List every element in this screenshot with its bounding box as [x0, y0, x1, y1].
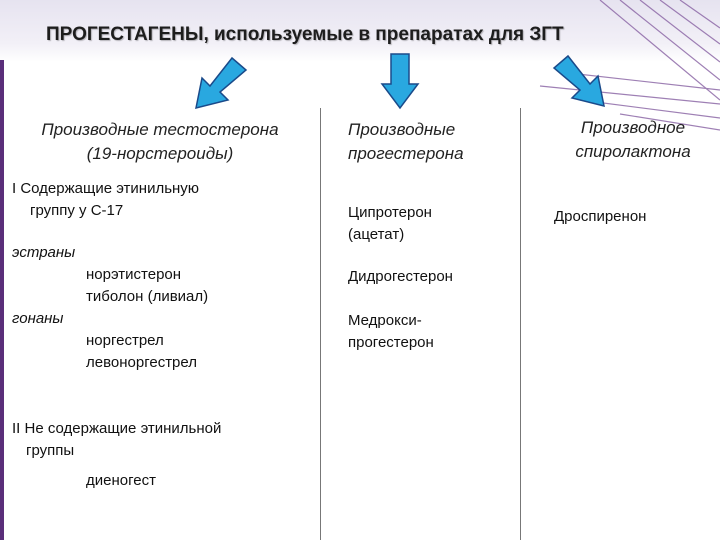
heading-line: (19-норстероиды) [86, 144, 234, 163]
list-item: (ацетат) [348, 226, 405, 243]
group1-line: I Содержащие этинильную [12, 180, 200, 197]
heading-line: Производные [348, 120, 456, 139]
estrans-list [86, 264, 208, 308]
list-item: Ципротерон [348, 204, 432, 221]
gonans-label: гонаны [12, 310, 64, 327]
estrans-label: эстраны [12, 244, 76, 261]
group2-list [86, 470, 156, 492]
gonans-list [86, 330, 197, 374]
col2-item-medroxyprogesterone [348, 310, 434, 354]
arrow-left-icon [188, 56, 252, 112]
list-item: норэтистерон [86, 266, 182, 283]
heading-line: прогестерона [348, 144, 464, 163]
slide-title: ПРОГЕСТАГЕНЫ, используемые в препаратах для ЗГТ [46, 24, 564, 45]
list-item: диеногест [86, 472, 156, 489]
arrow-right-icon [548, 54, 612, 110]
col2-item-cyproterone [348, 202, 432, 246]
column-divider-1 [320, 108, 321, 540]
list-item: прогестерон [348, 334, 434, 351]
group2-line: II Не содержащие этинильной [12, 420, 222, 437]
column-heading-testosterone [6, 118, 314, 166]
list-item: Медрокси- [348, 312, 422, 329]
column-divider-2 [520, 108, 521, 540]
group1-heading [12, 178, 199, 222]
group2-line: группы [26, 442, 75, 459]
col2-item-dydrogesterone [348, 266, 453, 288]
group1-line: группу у С-17 [30, 202, 124, 219]
arrow-down-icon [380, 52, 420, 110]
list-item: тиболон (ливиал) [86, 288, 209, 305]
list-item: левоноргестрел [86, 354, 197, 371]
column-heading-progesterone [348, 118, 518, 166]
left-frame-bar [0, 60, 4, 540]
heading-line: спиролактона [575, 142, 691, 161]
heading-line: Производные тестостерона [41, 120, 279, 139]
column-heading-spironolactone [548, 116, 718, 164]
list-item: Дидрогестерон [348, 268, 453, 285]
group2-heading [12, 418, 221, 462]
list-item: норгестрел [86, 332, 164, 349]
col3-item-drospirenone: Дроспиренон [554, 208, 647, 225]
heading-line: Производное [580, 118, 686, 137]
